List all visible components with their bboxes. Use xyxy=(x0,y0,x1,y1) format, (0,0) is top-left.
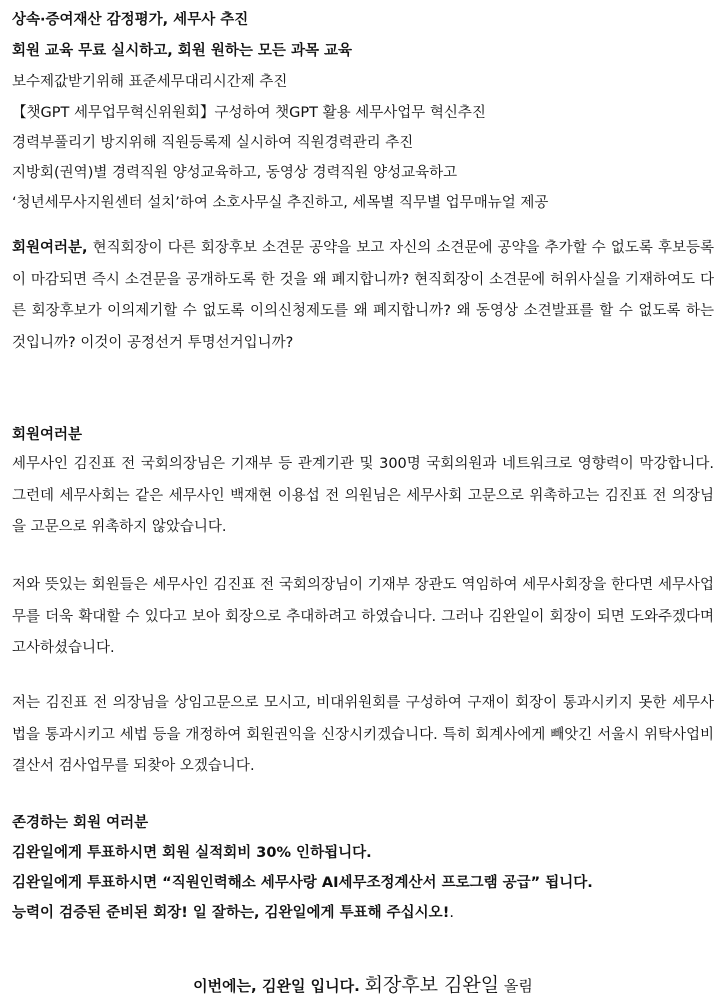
signature-suffix: 올림 xyxy=(503,977,533,995)
pledge-3: 보수제값받기위해 표준세무대리시간제 추진 xyxy=(12,74,288,90)
section-1-lead: 회원여러분, xyxy=(12,240,88,256)
appeal-line-2: 김완일에게 투표하시면 “직원인력해소 세무사랑 AI세무조정계산서 프로그램 공급” 됩니다. xyxy=(12,875,593,891)
section-3-paragraph: 저와 뜻있는 회원들은 세무사인 김진표 전 국회의장님이 기재부 장관도 역임하여 세무사회장을 한다면 세무사업무를 더욱 확대할 수 있다고 보아 회장으로 추대하려고 하였습니다. 그러나 김완일이 회장이 되면 도와주겠다며 고사하셨습니다. xyxy=(12,577,714,656)
pledge-5: 경력부풀리기 방지위해 직원등록제 실시하여 직원경력관리 추진 xyxy=(12,135,414,151)
appeal-line-3-tail: . xyxy=(449,905,454,921)
closing-slogan: 이번에는, 김완일 입니다. xyxy=(193,977,360,995)
pledge-2: 회원 교육 무료 실시하고, 회원 원하는 모든 과목 교육 xyxy=(12,43,353,59)
appeal-line-3-wrap xyxy=(12,898,714,928)
appeal-heading: 존경하는 회원 여러분 xyxy=(12,815,149,831)
closing xyxy=(12,970,714,1001)
section-2-paragraph: 세무사인 김진표 전 국회의장님은 기재부 등 관계기관 및 300명 국회의원과 네트워크로 영향력이 막강합니다. 그런데 세무사회는 같은 세무사인 백재현 이용섭 전 의원님은 세무사회 고문으로 위촉하고는 김진표 전 의장님을 고문으로 위촉하지 않았습니다. xyxy=(12,456,714,535)
pledge-6: 지방회(권역)별 경력직원 양성교육하고, 동영상 경력직원 양성교육하고 xyxy=(12,165,458,181)
section-1-body: 현직회장이 다른 회장후보 소견문 공약을 보고 자신의 소견문에 공약을 추가할 수 없도록 후보등록이 마감되면 즉시 소견문을 공개하도록 한 것을 왜 폐지합니까? 현직회장이 소견문에 허위사실을 기재하여도 다른 회장후보가 이의제기할 수 없도록 이의신청제도를 왜 폐지합니까? 왜 동영상 소견발표를 할 수 없도록 하는 것입니까? 이것이 공정선거 투명선거입니까? xyxy=(12,240,714,351)
appeal-line-3: 능력이 검증된 준비된 회장! 일 잘하는, 김완일에게 투표해 주십시오! xyxy=(12,905,450,921)
appeal-line-1: 김완일에게 투표하시면 회원 실적회비 30% 인하됩니다. xyxy=(12,845,372,861)
pledge-1: 상속·증여재산 감정평가, 세무사 추진 xyxy=(12,12,249,28)
section-1-paragraph xyxy=(12,233,714,359)
pledge-7: ‘청년세무사지원센터 설치’하여 소호사무실 추진하고, 세목별 직무별 업무매뉴얼 제공 xyxy=(12,195,549,211)
signature-name: 회장후보 김완일 xyxy=(364,974,500,996)
pledge-4: 【챗GPT 세무업무혁신위원회】구성하여 챗GPT 활용 세무사업무 혁신추진 xyxy=(12,105,486,121)
section-4-paragraph: 저는 김진표 전 의장님을 상임고문으로 모시고, 비대위원회를 구성하여 구재이 회장이 통과시키지 못한 세무사법을 통과시키고 세법 등을 개정하여 회원권익을 신장시키겠습니다. 특히 회계사에게 빼앗긴 서울시 위탁사업비 결산서 검사업무를 되찾아 오겠습니다. xyxy=(12,695,714,774)
section-2-heading: 회원여러분 xyxy=(12,427,83,443)
